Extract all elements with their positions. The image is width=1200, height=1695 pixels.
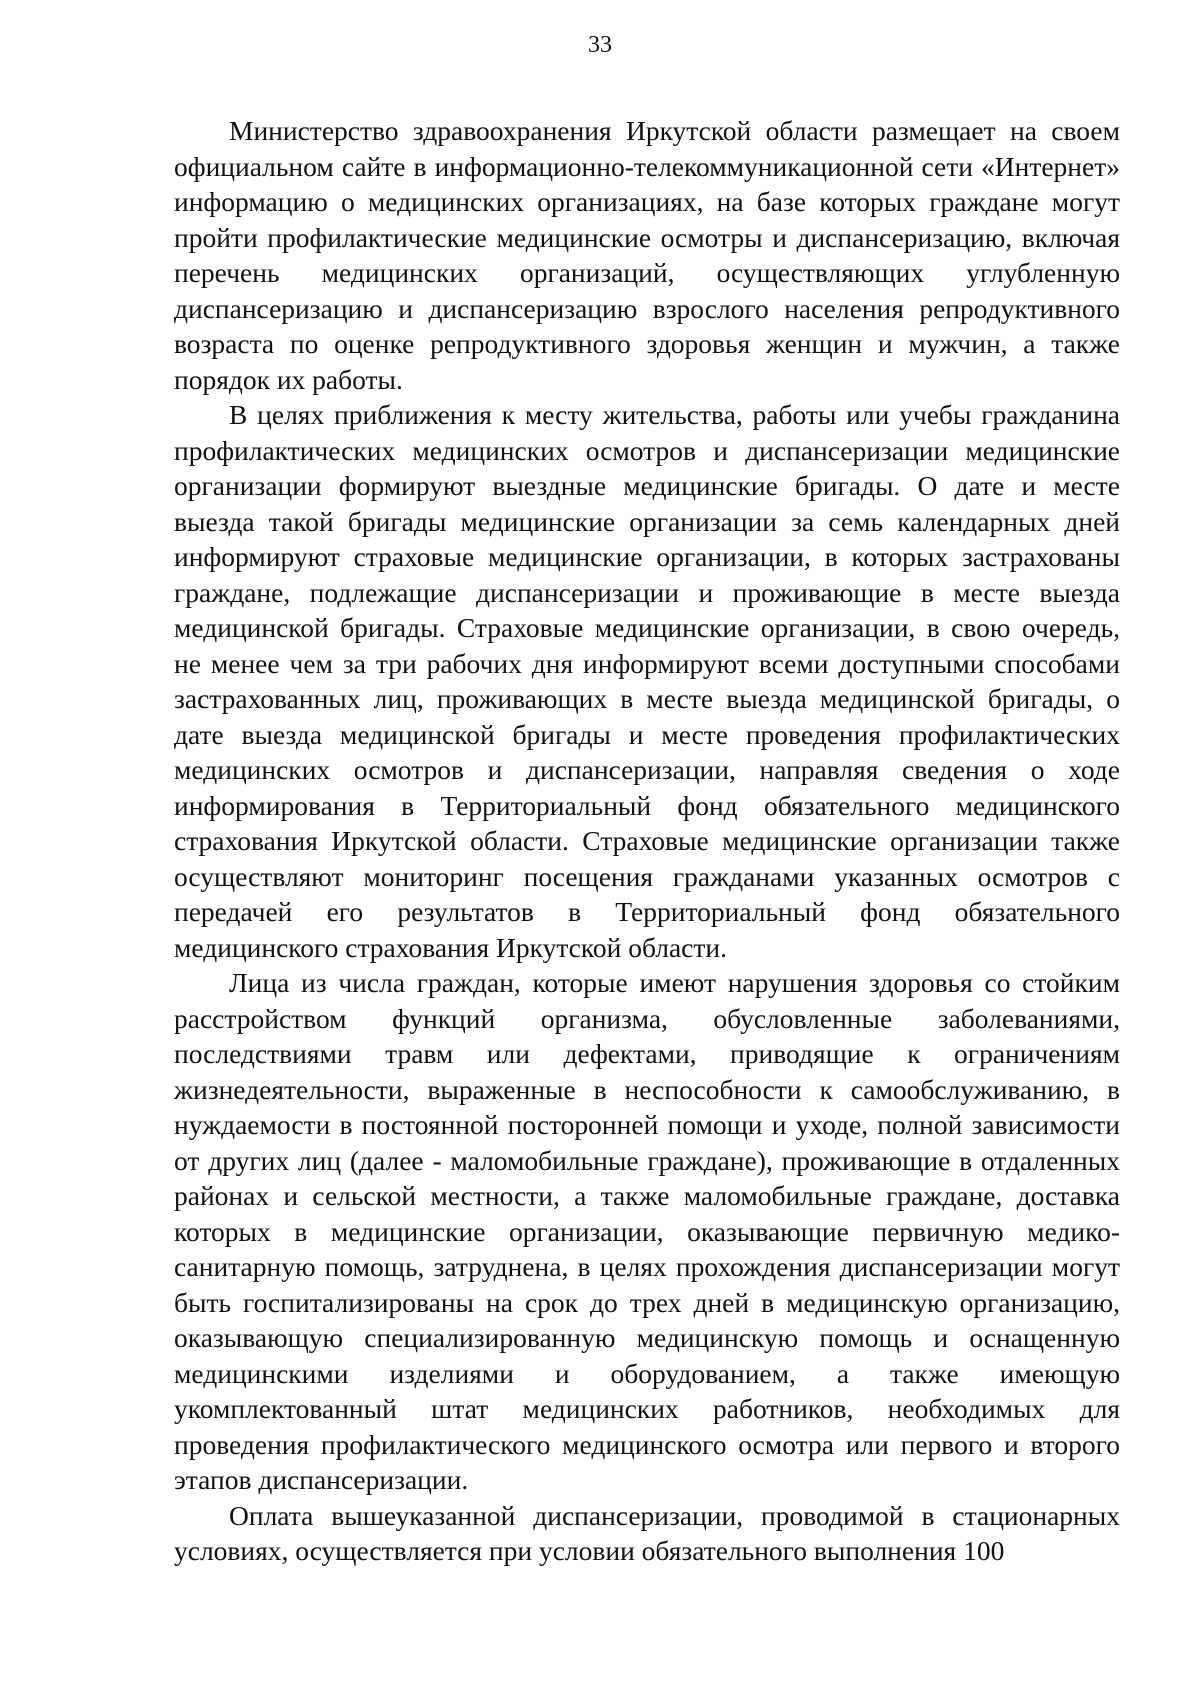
paragraph-payment: Оплата вышеуказанной диспансеризации, проводимой в стационарных условиях, осуществляется при условии обязательного выполнения 100 bbox=[174, 1499, 1120, 1566]
paragraph-low-mobility-citizens: Лица из числа граждан, которые имеют нарушения здоровья со стойким расстройством функций организма, обусловленные заболеваниями, последствиями травм или дефектами, приводящие к ограничениям жизнедеятельности, выраженные в неспособности к самообслуживанию, в нуждаемости в постоянной посторонней помощи и уходе, полной зависимости от других лиц (далее - маломобильные граждане), проживающие в отдаленных районах и сельской местности, а также маломобильные граждане, доставка которых в медицинские организации, оказывающие первичную медико-санитарную помощь, затруднена, в целях прохождения диспансеризации могут быть госпитализированы на срок до трех дней в медицинскую организацию, оказывающую специализированную медицинскую помощь и оснащенную медицинскими изделиями и оборудованием, а также имеющую укомплектованный штат медицинских работников, необходимых для проведения профилактического медицинского осмотра или первого и второго этапов диспансеризации. bbox=[174, 967, 1120, 1495]
page-number: 33 bbox=[588, 32, 612, 58]
paragraph-ministry-website: Министерство здравоохранения Иркутской области размещает на своем официальном сайте в информационно-телекоммуникационной сети «Интернет» информацию о медицинских организациях, на базе которых граждане могут пройти профилактические медицинские осмотры и диспансеризацию, включая перечень медицинских организаций, осуществляющих углубленную диспансеризацию и диспансеризацию взрослого населения репродуктивного возраста по оценке репродуктивного здоровья женщин и мужчин, а также порядок их работы. bbox=[174, 115, 1120, 395]
paragraph-mobile-teams: В целях приближения к месту жительства, работы или учебы гражданина профилактических медицинских осмотров и диспансеризации медицинские организации формируют выездные медицинские бригады. О дате и месте выезда такой бригады медицинские организации за семь календарных дней информируют страховые медицинские организации, в которых застрахованы граждане, подлежащие диспансеризации и проживающие в месте выезда медицинской бригады. Страховые медицинские организации, в свою очередь, не менее чем за три рабочих дня информируют всеми доступными способами застрахованных лиц, проживающих в месте выезда медицинской бригады, о дате выезда медицинской бригады и месте проведения профилактических медицинских осмотров и диспансеризации, направляя сведения о ходе информирования в Территориальный фонд обязательного медицинского страхования Иркутской области. Страховые медицинские организации также осуществляют мониторинг посещения гражданами указанных осмотров с передачей его результатов в Территориальный фонд обязательного медицинского страхования Иркутской области. bbox=[174, 399, 1120, 963]
document-body bbox=[174, 113, 1120, 1569]
